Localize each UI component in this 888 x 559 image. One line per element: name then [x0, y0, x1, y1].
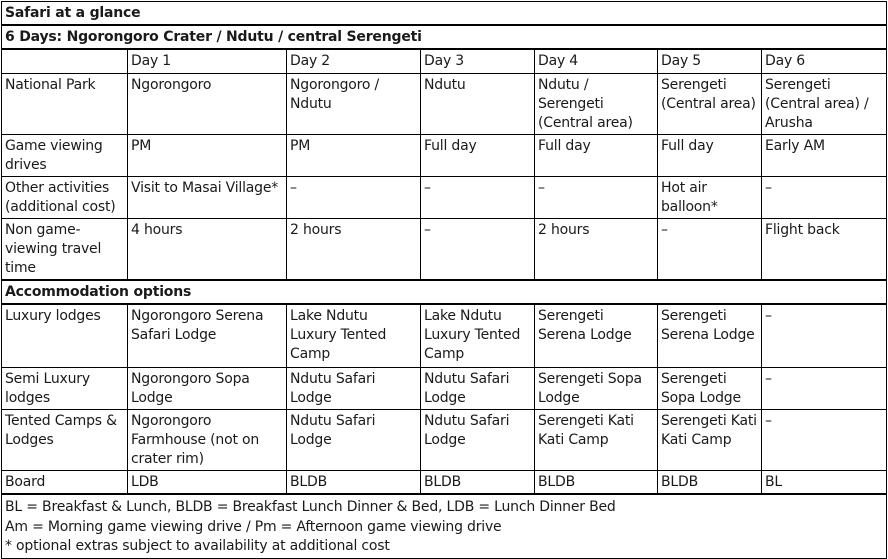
table-row: [2, 304, 887, 368]
row-label: Game viewing drives: [2, 135, 128, 177]
table-cell: Early AM: [762, 135, 887, 177]
table-cell: BL: [762, 471, 887, 495]
table-cell: Ndutu / Serengeti (Central area): [535, 74, 658, 135]
corner-cell: [2, 49, 128, 74]
table-cell: PM: [287, 135, 421, 177]
table-title: Safari at a glance: [2, 2, 887, 26]
safari-table: [1, 1, 887, 559]
table-cell: Ngorongoro: [128, 74, 287, 135]
table-cell: –: [421, 219, 535, 281]
footnotes: [2, 494, 887, 558]
table-row: [2, 368, 887, 410]
subtitle-row: [2, 25, 887, 49]
table-cell: BLDB: [287, 471, 421, 495]
row-label: Board: [2, 471, 128, 495]
day-header: Day 2: [287, 49, 421, 74]
table-cell: Serengeti Kati Kati Camp: [658, 410, 762, 471]
day-header: Day 4: [535, 49, 658, 74]
day-header-row: [2, 49, 887, 74]
row-label: Tented Camps & Lodges: [2, 410, 128, 471]
row-label: Other activities (additional cost): [2, 177, 128, 219]
table-cell: Ndutu Safari Lodge: [421, 410, 535, 471]
table-cell: Serengeti Sopa Lodge: [535, 368, 658, 410]
table-row: [2, 135, 887, 177]
table-cell: Ngorongoro Serena Safari Lodge: [128, 304, 287, 368]
table-cell: Full day: [658, 135, 762, 177]
table-cell: –: [421, 177, 535, 219]
day-header: Day 5: [658, 49, 762, 74]
day-header: Day 3: [421, 49, 535, 74]
table-cell: –: [762, 410, 887, 471]
table-cell: BLDB: [535, 471, 658, 495]
table-cell: 4 hours: [128, 219, 287, 281]
table-cell: –: [535, 177, 658, 219]
table-cell: Ndutu: [421, 74, 535, 135]
table-cell: Lake Ndutu Luxury Tented Camp: [421, 304, 535, 368]
day-header: Day 1: [128, 49, 287, 74]
row-label: Luxury lodges: [2, 304, 128, 368]
table-subtitle: 6 Days: Ngorongoro Crater / Ndutu / central Serengeti: [2, 25, 887, 49]
row-label: National Park: [2, 74, 128, 135]
table-cell: BLDB: [421, 471, 535, 495]
table-row: [2, 471, 887, 495]
table-cell: Ngorongoro / Ndutu: [287, 74, 421, 135]
table-cell: –: [658, 219, 762, 281]
accommodation-header-row: [2, 280, 887, 304]
table-cell: Serengeti Kati Kati Camp: [535, 410, 658, 471]
table-cell: Ndutu Safari Lodge: [287, 410, 421, 471]
table-cell: –: [762, 304, 887, 368]
day-header: Day 6: [762, 49, 887, 74]
table-cell: Lake Ndutu Luxury Tented Camp: [287, 304, 421, 368]
table-cell: Full day: [421, 135, 535, 177]
table-row: [2, 410, 887, 471]
table-row: [2, 177, 887, 219]
footnote-line: Am = Morning game viewing drive / Pm = Afternoon game viewing drive: [5, 518, 502, 535]
title-row: [2, 2, 887, 26]
table-cell: Serengeti Serena Lodge: [535, 304, 658, 368]
table-cell: Ngorongoro Sopa Lodge: [128, 368, 287, 410]
table-cell: Ndutu Safari Lodge: [287, 368, 421, 410]
table-cell: Full day: [535, 135, 658, 177]
table-cell: Hot air balloon*: [658, 177, 762, 219]
table-row: [2, 219, 887, 281]
table-cell: 2 hours: [287, 219, 421, 281]
table-cell: 2 hours: [535, 219, 658, 281]
table-cell: Serengeti (Central area) / Arusha: [762, 74, 887, 135]
row-label: Non game-viewing travel time: [2, 219, 128, 281]
table-cell: –: [762, 368, 887, 410]
table-cell: Serengeti Serena Lodge: [658, 304, 762, 368]
footnote-line: * optional extras subject to availability at additional cost: [5, 538, 390, 554]
table-cell: –: [762, 177, 887, 219]
table-cell: BLDB: [658, 471, 762, 495]
table-cell: LDB: [128, 471, 287, 495]
table-cell: Flight back: [762, 219, 887, 281]
table-cell: Ndutu Safari Lodge: [421, 368, 535, 410]
footnote-line: BL = Breakfast & Lunch, BLDB = Breakfast Lunch Dinner & Bed, LDB = Lunch Dinner Bed: [5, 499, 616, 515]
footnotes-row: [2, 494, 887, 558]
table-cell: PM: [128, 135, 287, 177]
table-cell: Ngorongoro Farmhouse (not on crater rim): [128, 410, 287, 471]
table-row: [2, 74, 887, 135]
table-cell: –: [287, 177, 421, 219]
table-cell: Visit to Masai Village*: [128, 177, 287, 219]
accommodation-title: Accommodation options: [2, 280, 887, 304]
table-cell: Serengeti (Central area): [658, 74, 762, 135]
table-cell: Serengeti Sopa Lodge: [658, 368, 762, 410]
row-label: Semi Luxury lodges: [2, 368, 128, 410]
